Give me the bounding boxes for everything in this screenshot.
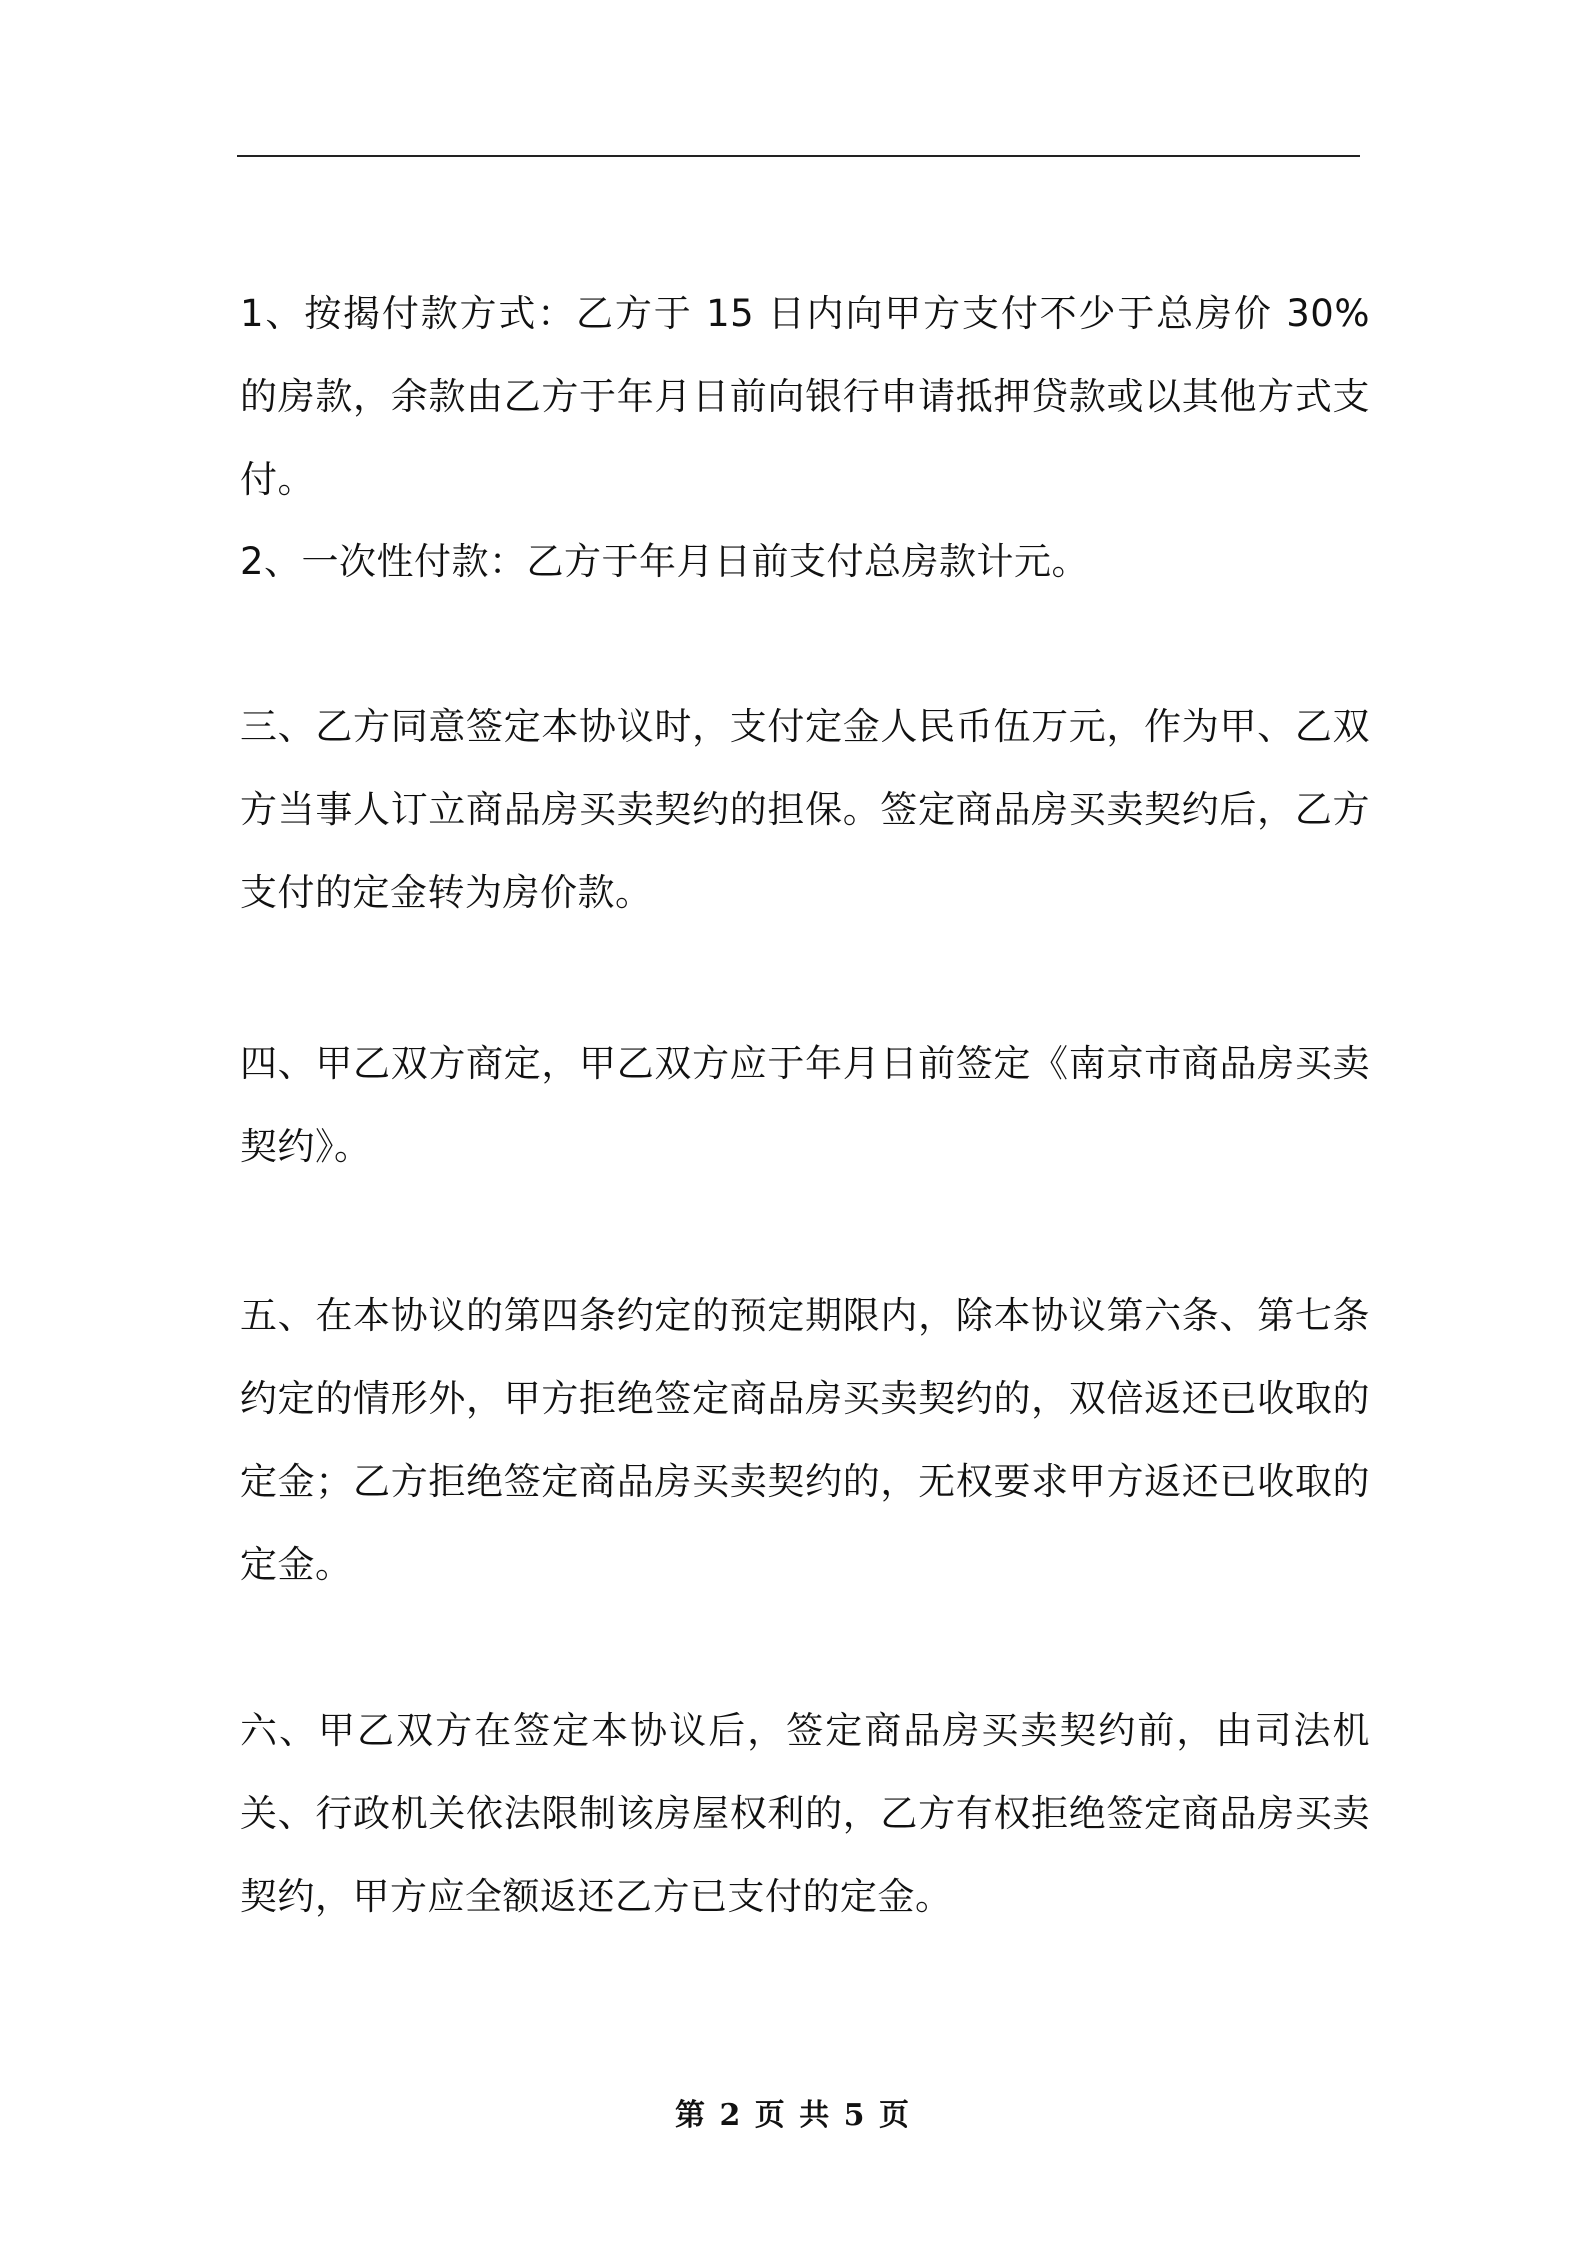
clause-installment-payment: 1、按揭付款方式：乙方于 15 日内向甲方支付不少于总房价 30%的房款，余款由乙方于年月日前向银行申请抵押贷款或以其他方式支付。 [240, 292, 1370, 501]
clause-legal-restriction: 六、甲乙双方在签定本协议后，签定商品房买卖契约前，由司法机关、行政机关依法限制该房屋权利的，乙方有权拒绝签定商品房买卖契约，甲方应全额返还乙方已支付的定金。 [240, 1709, 1370, 1918]
clause-lump-sum-payment: 2、一次性付款：乙方于年月日前支付总房款计元。 [240, 540, 1090, 583]
clause-deposit: 三、乙方同意签定本协议时，支付定金人民币伍万元，作为甲、乙双方当事人订立商品房买卖契约的担保。签定商品房买卖契约后，乙方支付的定金转为房价款。 [240, 705, 1370, 914]
clause-breach-of-signing: 五、在本协议的第四条约定的预定期限内，除本协议第六条、第七条约定的情形外，甲方拒绝签定商品房买卖契约的，双倍返还已收取的定金；乙方拒绝签定商品房买卖契约的，无权要求甲方返还已收取的定金。 [240, 1294, 1370, 1586]
clause-contract-signing-deadline: 四、甲乙双方商定，甲乙双方应于年月日前签定《南京市商品房买卖契约》。 [240, 1042, 1370, 1168]
header-divider [237, 155, 1360, 157]
page-number: 第 2 页 共 5 页 [675, 2098, 911, 2133]
